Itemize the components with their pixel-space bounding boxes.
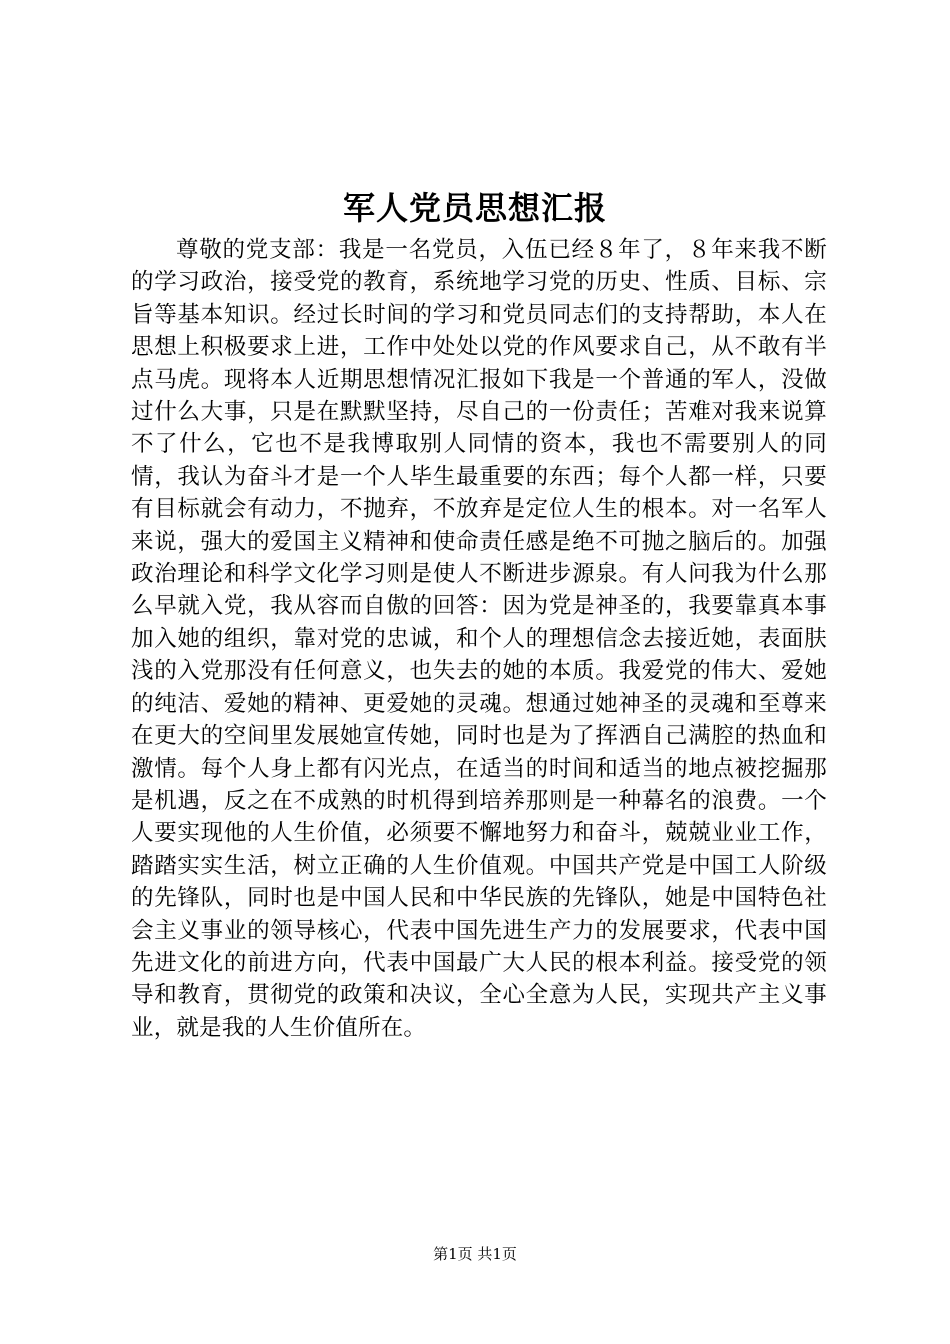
page-footer: 第1页 共1页 <box>433 1245 517 1263</box>
document-body-paragraph: 尊敬的党支部：我是一名党员，入伍已经８年了，８年来我不断的学习政治，接受党的教育，系统地学习党的历史、性质、目标、宗旨等基本知识。经过长时间的学习和党员同志们的支持帮助，本人在思想上积极要求上进，工作中处处以党的作风要求自己，从不敢有半点马虎。现将本人近期思想情况汇报如下我是一个普通的军人，没做过什么大事，只是在默默坚持，尽自己的一份责任；苦难对我来说算不了什么，它也不是我博取别人同情的资本，我也不需要别人的同情，我认为奋斗才是一个人毕生最重要的东西；每个人都一样，只要有目标就会有动力，不抛弃，不放弃是定位人生的根本。对一名军人来说，强大的爱国主义精神和使命责任感是绝不可抛之脑后的。加强政治理论和科学文化学习则是使人不断进步源泉。有人问我为什么那么早就入党，我从容而自傲的回答：因为党是神圣的，我要靠真本事加入她的组织，靠对党的忠诚，和个人的理想信念去接近她，表面肤浅的入党那没有任何意义，也失去的她的本质。我爱党的伟大、爱她的纯洁、爱她的精神、更爱她的灵魂。想通过她神圣的灵魂和至尊来在更大的空间里发展她宣传她，同时也是为了挥洒自己满腔的热血和激情。每个人身上都有闪光点，在适当的时间和适当的地点被挖掘那是机遇，反之在不成熟的时机得到培养那则是一种幕名的浪费。一个人要实现他的人生价值，必须要不懈地努力和奋斗，兢兢业业工作，踏踏实实生活，树立正确的人生价值观。中国共产党是中国工人阶级的先锋队，同时也是中国人民和中华民族的先锋队，她是中国特色社会主义事业的领导核心，代表中国先进生产力的发展要求，代表中国先进文化的前进方向，代表中国最广大人民的根本利益。接受党的领导和教育，贯彻党的政策和决议，全心全意为人民，实现共产主义事业，就是我的人生价值所在。 <box>131 237 827 1041</box>
document-title: 军人党员思想汇报 <box>342 189 607 227</box>
